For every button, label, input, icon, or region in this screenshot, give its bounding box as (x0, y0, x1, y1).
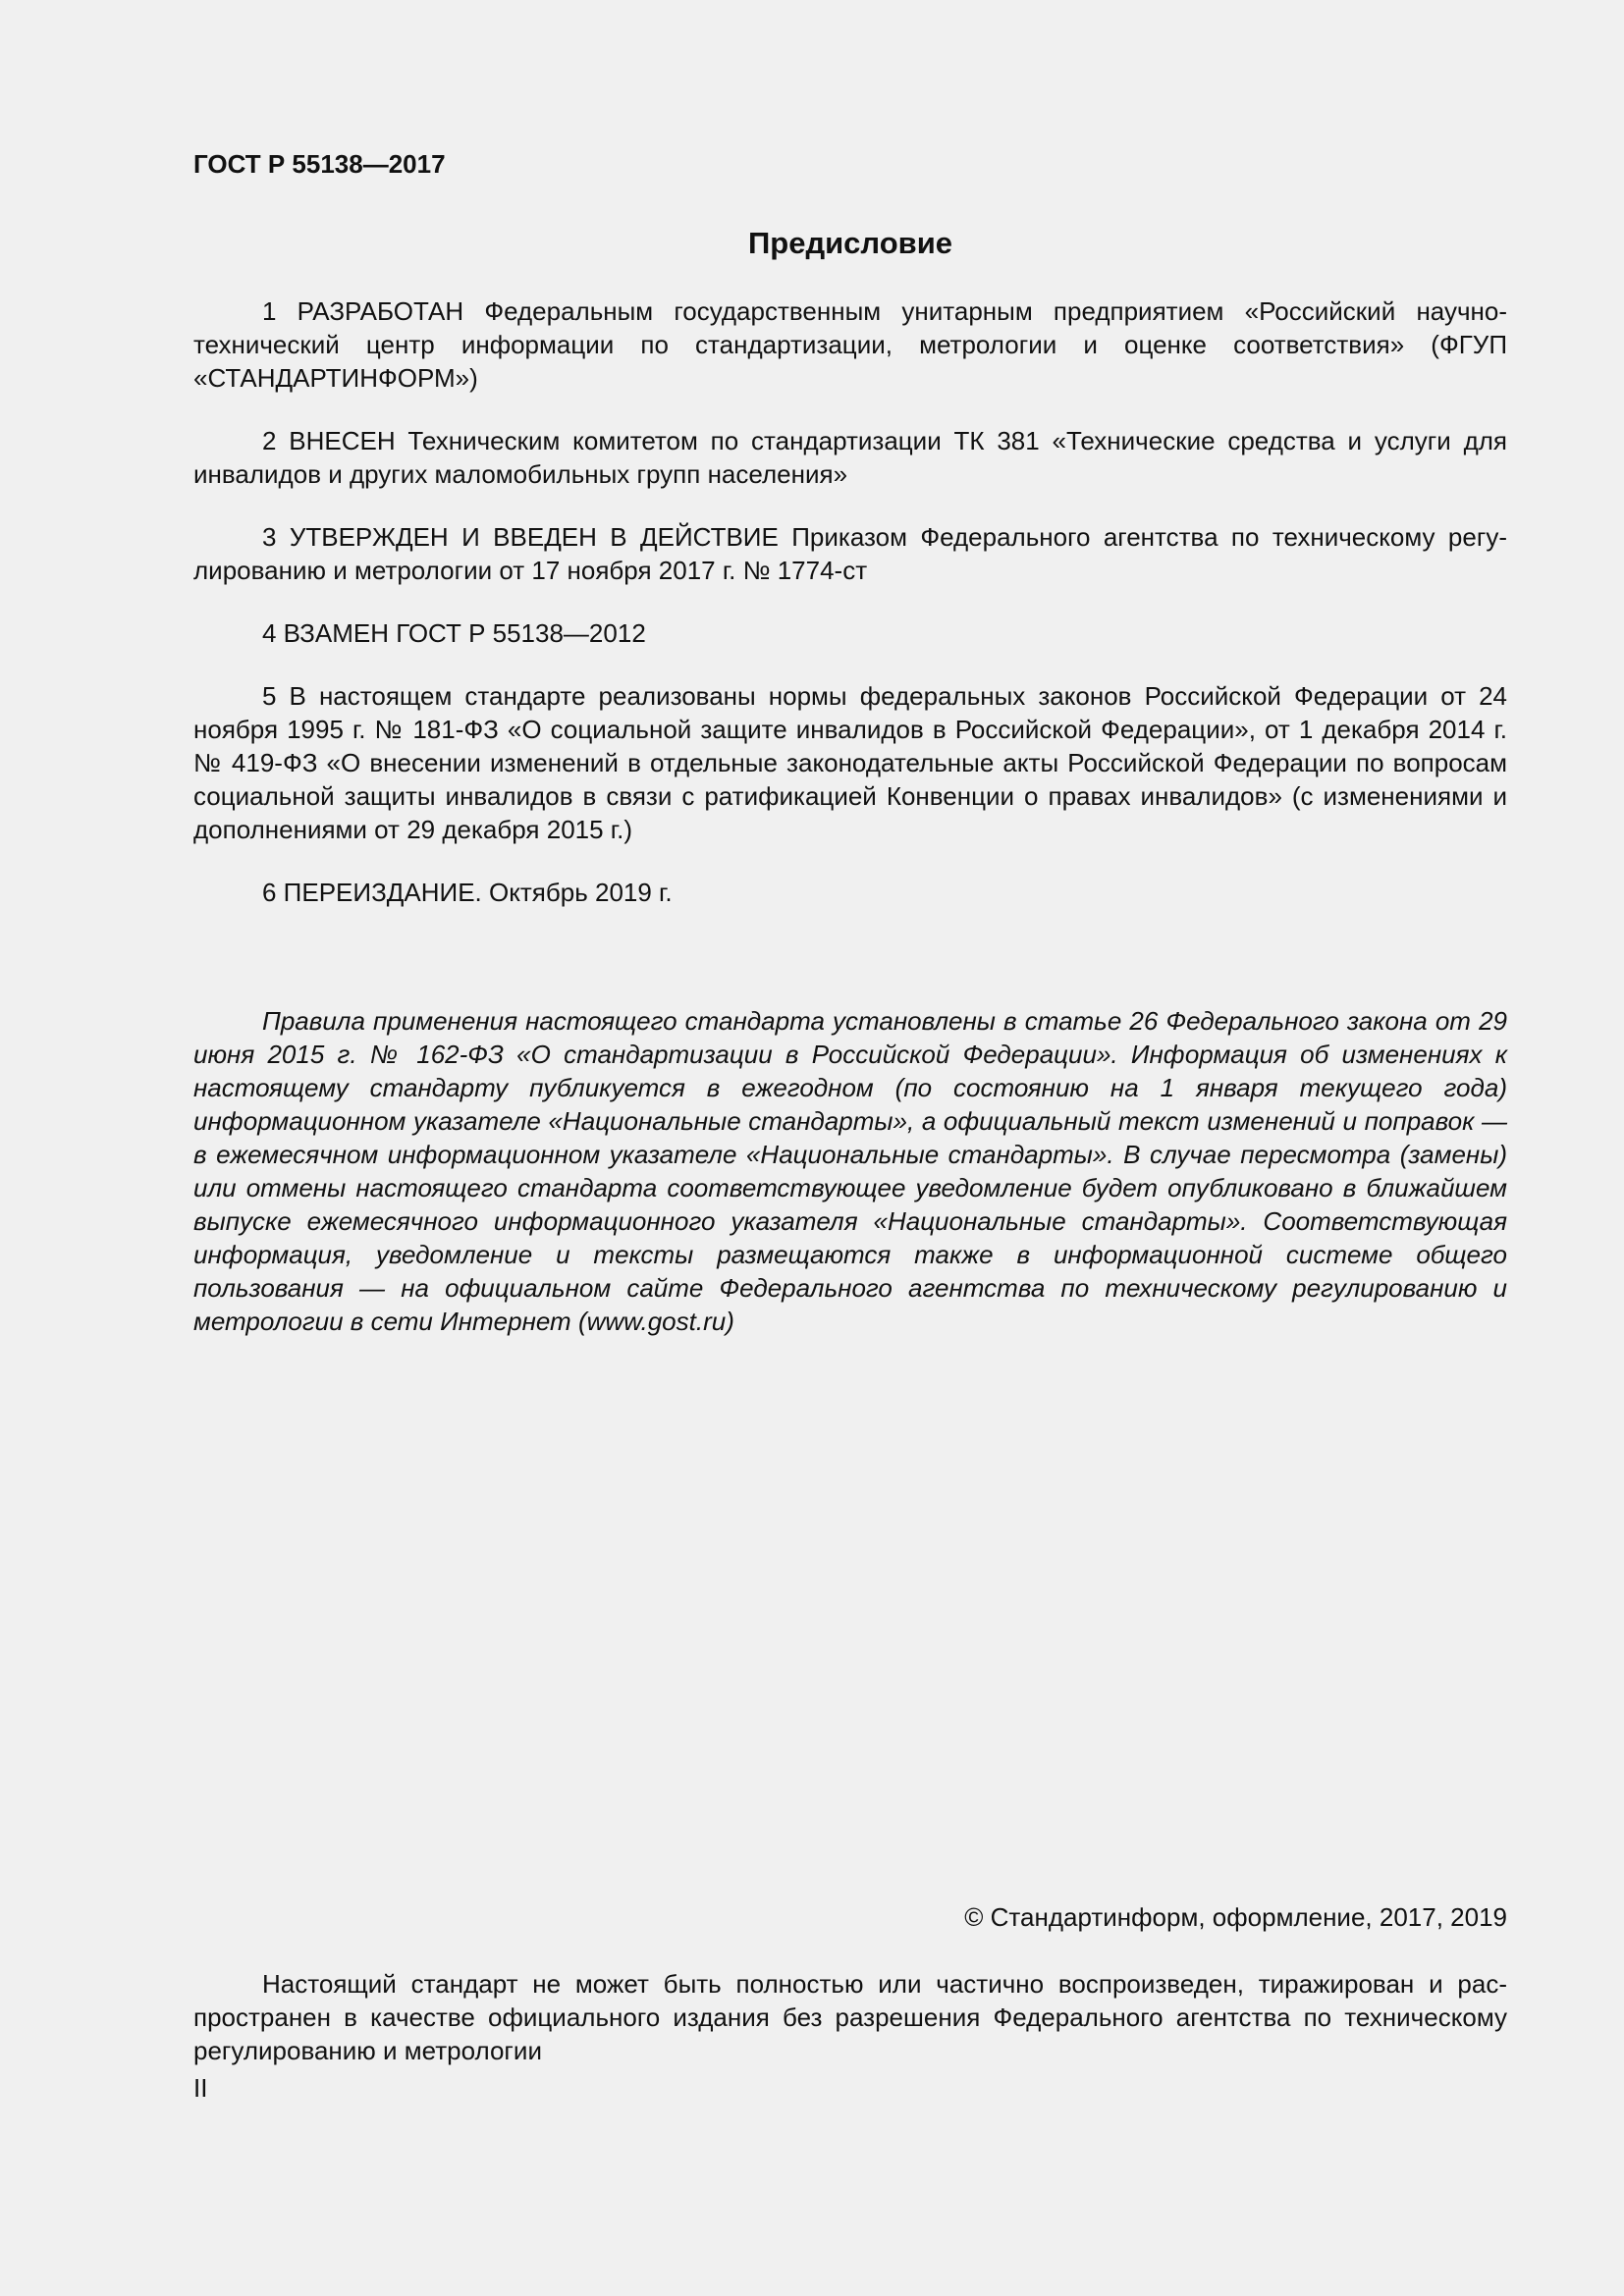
rules-notice-block (193, 1004, 1507, 1338)
preface-item-5: 5 В настоящем стандарте реализованы нормы федеральных законов Российской Федерации от 24 ноября 1995 г. № 181-ФЗ «О социальной защите инвалидов в Российской Федерации», от 1 декабря 2014 г. № 419-ФЗ «О внесении изменений в отдельные законодательные акты Российской Федерации по вопросам социальной защиты инвалидов в связи с ратификацией Конвенции о правах инвалидов» (с изменениями и дополнениями от 29 декабря 2015 г.) (193, 681, 1507, 844)
preface-item-1: 1 РАЗРАБОТАН Федеральным государственным унитарным предприятием «Российский научно-технический центр информации по стандартизации, метрологии и оценке соответствия» (ФГУП «СТАНДАРТИНФОРМ») (193, 296, 1507, 393)
preface-item-3: 3 УТВЕРЖДЕН И ВВЕДЕН В ДЕЙСТВИЕ Приказом Федерального агентства по техническому регулированию и метрологии от 17 ноября 2017 г. № 1774-ст (193, 522, 1507, 585)
reproduction-notice: Настоящий стандарт не может быть полностью или частично воспроизведен, тиражирован и распространен в качестве официального издания без разрешения Федерального агентства по техническому регулированию и метрологии (193, 1969, 1507, 2065)
page-number: II (193, 2073, 208, 2103)
preface-item-2: 2 ВНЕСЕН Техническим комитетом по стандартизации ТК 381 «Технические средства и услуги для инвалидов и других маломобильных групп населения» (193, 426, 1507, 489)
reproduction-notice-block (193, 1967, 1507, 2067)
document-code: ГОСТ Р 55138—2017 (193, 149, 446, 179)
preface-title: Предисловие (747, 226, 952, 260)
preface-items (193, 294, 1507, 938)
preface-item-4: 4 ВЗАМЕН ГОСТ Р 55138—2012 (262, 618, 646, 648)
rules-notice: Правила применения настоящего стандарта установлены в статье 26 Федерального закона от 29 июня 2015 г. № 162-ФЗ «О стандартизации в Российской Федерации». Информация об изменениях к настоящему стандарту публикуется в ежегодном (по состоянию на 1 января текущего года) информационном указателе «Национальные стандарты», а официальный текст изменений и поправок — в ежемесячном информационном указателе «Национальные стандарты». В случае пересмотра (замены) или отмены настоящего стандарта соответствующее уведомление будет опубликовано в ближайшем выпуске ежемесячного информационного указателя «Национальные стандарты». Соответствующая информация, уведомление и тексты размещаются также в информационной системе общего пользования — на официальном сайте Федерального агентства по техническому регулированию и метрологии в сети Интернет (www.gost.ru) (193, 1006, 1507, 1336)
copyright-line: © Стандартинформ, оформление, 2017, 2019 (964, 1902, 1507, 1932)
preface-item-6: 6 ПЕРЕИЗДАНИЕ. Октябрь 2019 г. (262, 878, 673, 907)
